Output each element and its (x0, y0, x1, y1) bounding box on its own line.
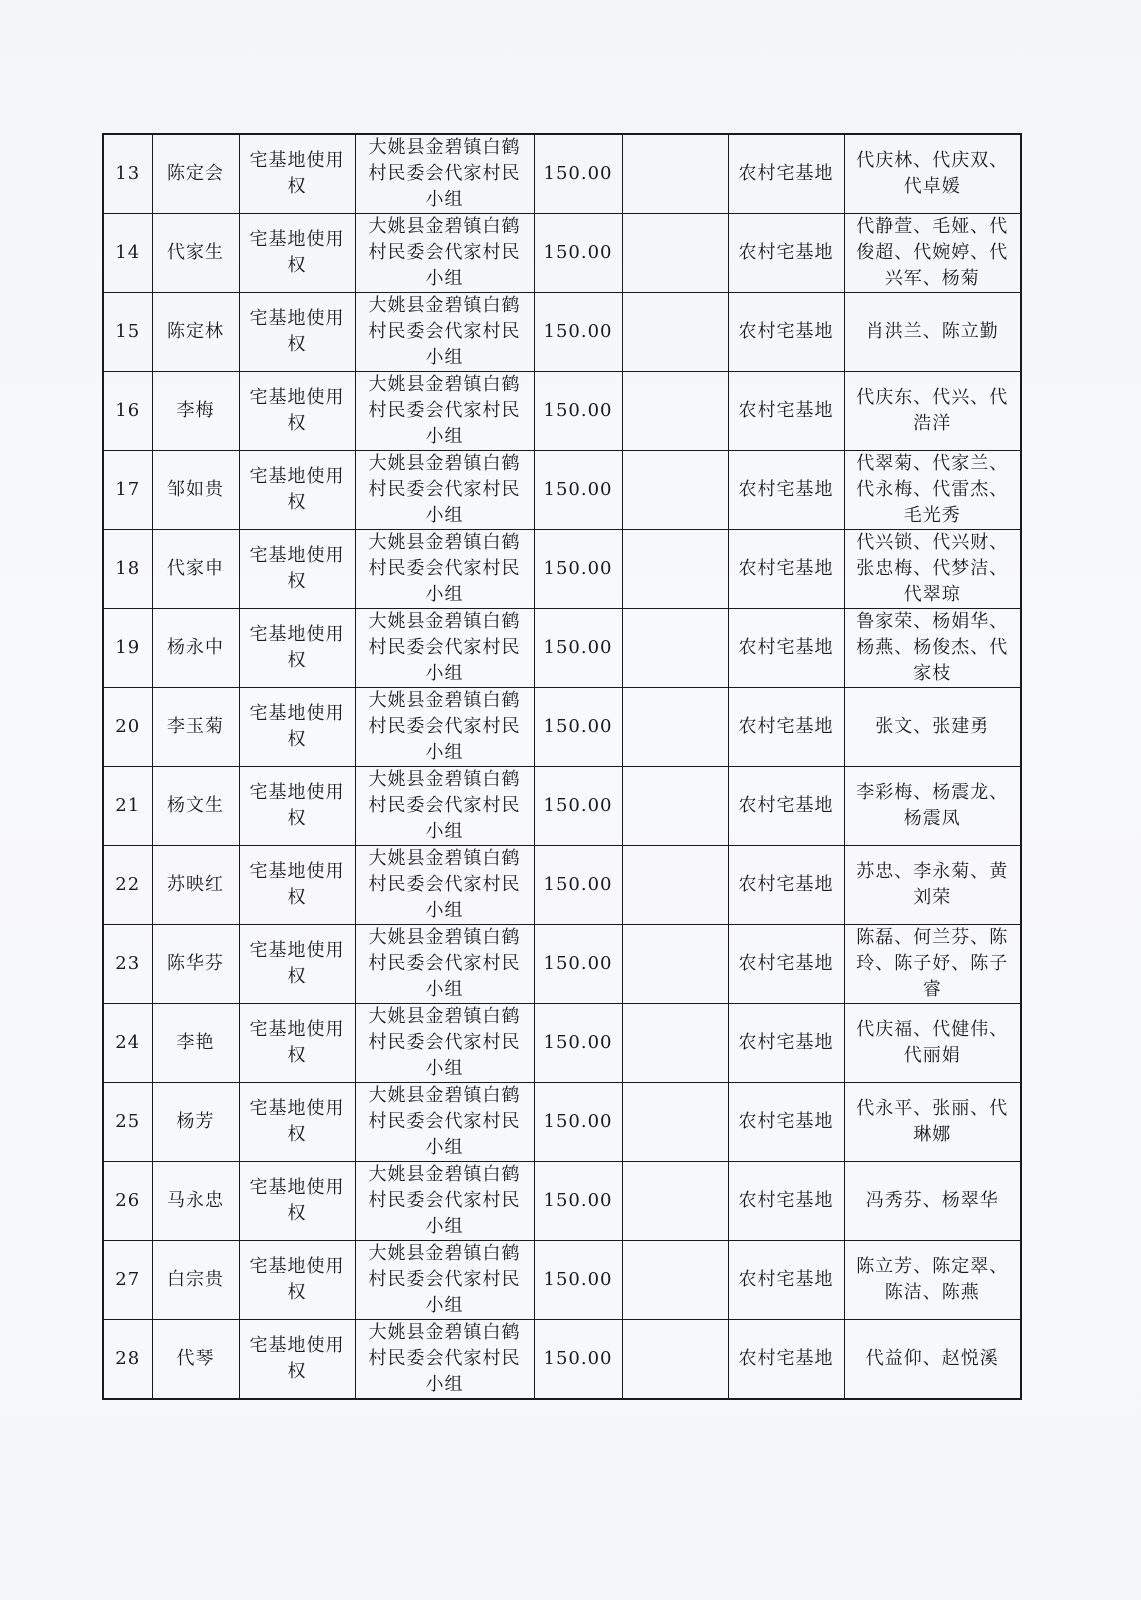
co-owners-cell: 肖洪兰、陈立勤 (844, 293, 1021, 372)
location-cell: 大姚县金碧镇白鹤村民委会代家村民小组 (355, 134, 534, 214)
holder-name-cell: 李玉菊 (152, 688, 239, 767)
homestead-registry-table (102, 133, 1022, 1400)
location-cell: 大姚县金碧镇白鹤村民委会代家村民小组 (355, 214, 534, 293)
land-use-cell: 农村宅基地 (728, 372, 844, 451)
area-cell: 150.00 (534, 530, 622, 609)
co-owners-cell: 张文、张建勇 (844, 688, 1021, 767)
holder-name-cell: 代家生 (152, 214, 239, 293)
area-cell: 150.00 (534, 688, 622, 767)
row-number-cell: 17 (103, 451, 152, 530)
right-type-cell: 宅基地使用权 (239, 846, 355, 925)
co-owners-cell: 代永平、张丽、代琳娜 (844, 1083, 1021, 1162)
row-number-cell: 21 (103, 767, 152, 846)
holder-name-cell: 杨永中 (152, 609, 239, 688)
row-number-cell: 19 (103, 609, 152, 688)
empty-cell (622, 1320, 728, 1400)
co-owners-cell: 冯秀芬、杨翠华 (844, 1162, 1021, 1241)
empty-cell (622, 1083, 728, 1162)
holder-name-cell: 代琴 (152, 1320, 239, 1400)
co-owners-cell: 陈立芳、陈定翠、陈洁、陈燕 (844, 1241, 1021, 1320)
co-owners-cell: 代静萱、毛娅、代俊超、代婉婷、代兴军、杨菊 (844, 214, 1021, 293)
row-number-cell: 23 (103, 925, 152, 1004)
right-type-cell: 宅基地使用权 (239, 293, 355, 372)
empty-cell (622, 451, 728, 530)
row-number-cell: 27 (103, 1241, 152, 1320)
right-type-cell: 宅基地使用权 (239, 1241, 355, 1320)
row-number-cell: 25 (103, 1083, 152, 1162)
right-type-cell: 宅基地使用权 (239, 1162, 355, 1241)
location-cell: 大姚县金碧镇白鹤村民委会代家村民小组 (355, 372, 534, 451)
co-owners-cell: 代庆东、代兴、代浩洋 (844, 372, 1021, 451)
location-cell: 大姚县金碧镇白鹤村民委会代家村民小组 (355, 925, 534, 1004)
row-number-cell: 14 (103, 214, 152, 293)
row-number-cell: 16 (103, 372, 152, 451)
holder-name-cell: 白宗贵 (152, 1241, 239, 1320)
location-cell: 大姚县金碧镇白鹤村民委会代家村民小组 (355, 767, 534, 846)
co-owners-cell: 代庆林、代庆双、代卓媛 (844, 134, 1021, 214)
table-row (103, 925, 1021, 1004)
area-cell: 150.00 (534, 1004, 622, 1083)
area-cell: 150.00 (534, 1083, 622, 1162)
table-row (103, 846, 1021, 925)
empty-cell (622, 1004, 728, 1083)
row-number-cell: 20 (103, 688, 152, 767)
holder-name-cell: 杨芳 (152, 1083, 239, 1162)
right-type-cell: 宅基地使用权 (239, 1320, 355, 1400)
empty-cell (622, 293, 728, 372)
land-use-cell: 农村宅基地 (728, 767, 844, 846)
land-use-cell: 农村宅基地 (728, 846, 844, 925)
table-row (103, 1241, 1021, 1320)
empty-cell (622, 1162, 728, 1241)
location-cell: 大姚县金碧镇白鹤村民委会代家村民小组 (355, 1162, 534, 1241)
co-owners-cell: 代兴锁、代兴财、张忠梅、代梦洁、代翠琼 (844, 530, 1021, 609)
area-cell: 150.00 (534, 134, 622, 214)
table-row (103, 372, 1021, 451)
empty-cell (622, 688, 728, 767)
holder-name-cell: 陈定会 (152, 134, 239, 214)
empty-cell (622, 846, 728, 925)
right-type-cell: 宅基地使用权 (239, 134, 355, 214)
table-row (103, 530, 1021, 609)
land-use-cell: 农村宅基地 (728, 1241, 844, 1320)
table-row (103, 1320, 1021, 1400)
location-cell: 大姚县金碧镇白鹤村民委会代家村民小组 (355, 609, 534, 688)
right-type-cell: 宅基地使用权 (239, 925, 355, 1004)
area-cell: 150.00 (534, 925, 622, 1004)
empty-cell (622, 609, 728, 688)
location-cell: 大姚县金碧镇白鹤村民委会代家村民小组 (355, 846, 534, 925)
table-row (103, 214, 1021, 293)
area-cell: 150.00 (534, 1162, 622, 1241)
table-row (103, 688, 1021, 767)
right-type-cell: 宅基地使用权 (239, 214, 355, 293)
area-cell: 150.00 (534, 1320, 622, 1400)
land-use-cell: 农村宅基地 (728, 134, 844, 214)
land-use-cell: 农村宅基地 (728, 293, 844, 372)
holder-name-cell: 马永忠 (152, 1162, 239, 1241)
table-row (103, 451, 1021, 530)
location-cell: 大姚县金碧镇白鹤村民委会代家村民小组 (355, 530, 534, 609)
holder-name-cell: 代家申 (152, 530, 239, 609)
co-owners-cell: 李彩梅、杨震龙、杨震凤 (844, 767, 1021, 846)
right-type-cell: 宅基地使用权 (239, 1083, 355, 1162)
area-cell: 150.00 (534, 609, 622, 688)
land-use-cell: 农村宅基地 (728, 1083, 844, 1162)
land-use-cell: 农村宅基地 (728, 1162, 844, 1241)
land-use-cell: 农村宅基地 (728, 688, 844, 767)
holder-name-cell: 苏映红 (152, 846, 239, 925)
table-row (103, 767, 1021, 846)
area-cell: 150.00 (534, 214, 622, 293)
right-type-cell: 宅基地使用权 (239, 451, 355, 530)
area-cell: 150.00 (534, 1241, 622, 1320)
co-owners-cell: 代庆福、代健伟、代丽娟 (844, 1004, 1021, 1083)
land-use-cell: 农村宅基地 (728, 1004, 844, 1083)
holder-name-cell: 李梅 (152, 372, 239, 451)
area-cell: 150.00 (534, 451, 622, 530)
table-row (103, 1004, 1021, 1083)
table-row (103, 293, 1021, 372)
co-owners-cell: 代翠菊、代家兰、代永梅、代雷杰、毛光秀 (844, 451, 1021, 530)
co-owners-cell: 鲁家荣、杨娟华、杨燕、杨俊杰、代家枝 (844, 609, 1021, 688)
holder-name-cell: 李艳 (152, 1004, 239, 1083)
right-type-cell: 宅基地使用权 (239, 767, 355, 846)
row-number-cell: 13 (103, 134, 152, 214)
table-row (103, 609, 1021, 688)
holder-name-cell: 邹如贵 (152, 451, 239, 530)
right-type-cell: 宅基地使用权 (239, 688, 355, 767)
location-cell: 大姚县金碧镇白鹤村民委会代家村民小组 (355, 1083, 534, 1162)
location-cell: 大姚县金碧镇白鹤村民委会代家村民小组 (355, 688, 534, 767)
area-cell: 150.00 (534, 372, 622, 451)
empty-cell (622, 925, 728, 1004)
table-body (103, 134, 1021, 1399)
location-cell: 大姚县金碧镇白鹤村民委会代家村民小组 (355, 1241, 534, 1320)
right-type-cell: 宅基地使用权 (239, 530, 355, 609)
area-cell: 150.00 (534, 846, 622, 925)
location-cell: 大姚县金碧镇白鹤村民委会代家村民小组 (355, 293, 534, 372)
row-number-cell: 28 (103, 1320, 152, 1400)
right-type-cell: 宅基地使用权 (239, 372, 355, 451)
location-cell: 大姚县金碧镇白鹤村民委会代家村民小组 (355, 1004, 534, 1083)
holder-name-cell: 陈定林 (152, 293, 239, 372)
area-cell: 150.00 (534, 293, 622, 372)
co-owners-cell: 苏忠、李永菊、黄刘荣 (844, 846, 1021, 925)
table-row (103, 134, 1021, 214)
table-row (103, 1083, 1021, 1162)
row-number-cell: 26 (103, 1162, 152, 1241)
location-cell: 大姚县金碧镇白鹤村民委会代家村民小组 (355, 1320, 534, 1400)
empty-cell (622, 214, 728, 293)
land-use-cell: 农村宅基地 (728, 451, 844, 530)
empty-cell (622, 767, 728, 846)
land-use-cell: 农村宅基地 (728, 1320, 844, 1400)
land-use-cell: 农村宅基地 (728, 609, 844, 688)
right-type-cell: 宅基地使用权 (239, 1004, 355, 1083)
holder-name-cell: 杨文生 (152, 767, 239, 846)
right-type-cell: 宅基地使用权 (239, 609, 355, 688)
co-owners-cell: 代益仰、赵悦溪 (844, 1320, 1021, 1400)
location-cell: 大姚县金碧镇白鹤村民委会代家村民小组 (355, 451, 534, 530)
row-number-cell: 18 (103, 530, 152, 609)
land-use-cell: 农村宅基地 (728, 530, 844, 609)
row-number-cell: 22 (103, 846, 152, 925)
land-use-cell: 农村宅基地 (728, 925, 844, 1004)
empty-cell (622, 1241, 728, 1320)
empty-cell (622, 372, 728, 451)
area-cell: 150.00 (534, 767, 622, 846)
empty-cell (622, 134, 728, 214)
row-number-cell: 15 (103, 293, 152, 372)
empty-cell (622, 530, 728, 609)
co-owners-cell: 陈磊、何兰芬、陈玲、陈子妤、陈子睿 (844, 925, 1021, 1004)
table-row (103, 1162, 1021, 1241)
land-use-cell: 农村宅基地 (728, 214, 844, 293)
holder-name-cell: 陈华芬 (152, 925, 239, 1004)
row-number-cell: 24 (103, 1004, 152, 1083)
